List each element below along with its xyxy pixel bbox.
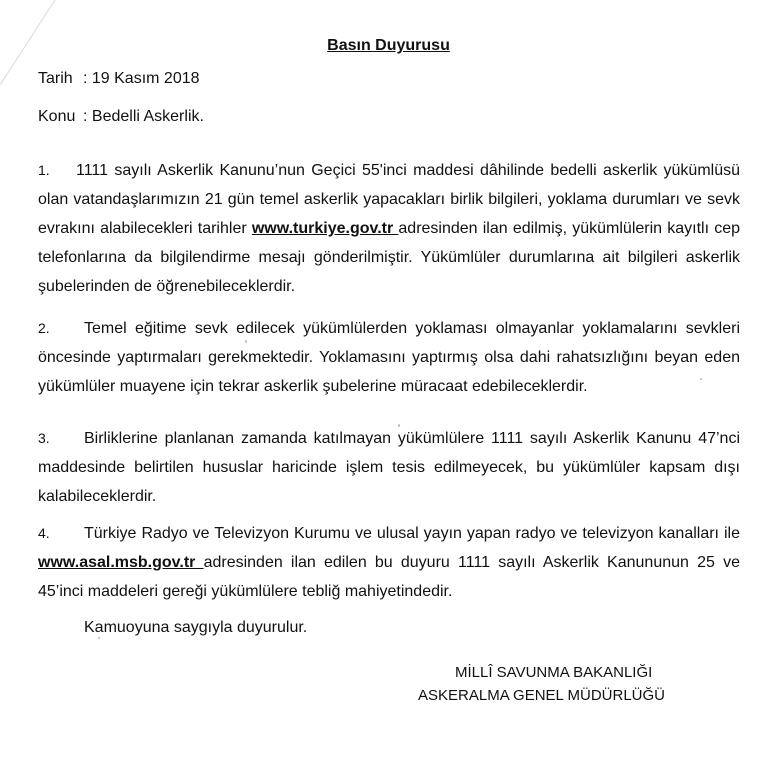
subject-line	[38, 108, 204, 126]
scan-speck	[398, 424, 400, 427]
closing-line: Kamuoyuna saygıyla duyurulur.	[84, 619, 308, 636]
paragraph-text: Birliklerine planlanan zamanda katılmayan yükümlülere 1111 sayılı Askerlik Kanunu 47’nci maddesinde belirtilen hususlar haricinde işlem tesis edilmeyecek, bu yükümlüler kapsam dışı kalabileceklerdir.	[38, 430, 740, 505]
scan-speck	[700, 378, 702, 380]
paragraph-number: 2.	[38, 320, 50, 336]
paragraph-text: Türkiye Radyo ve Televizyon Kurumu ve ulusal yayın yapan radyo ve televizyon kanalları ile	[84, 525, 740, 542]
paragraph-2	[38, 314, 740, 401]
subject-label: Konu	[38, 108, 76, 125]
subject-value: : Bedelli Askerlik.	[83, 108, 204, 125]
date-line	[38, 70, 200, 88]
date-label: Tarih	[38, 70, 73, 87]
turkiye-gov-link[interactable]: www.turkiye.gov.tr	[251, 220, 399, 237]
scan-speck	[98, 637, 100, 639]
paragraph-3	[38, 424, 740, 511]
scan-speck	[245, 340, 247, 343]
asal-msb-link[interactable]: www.asal.msb.gov.tr	[38, 554, 204, 571]
signature-ministry: MİLLÎ SAVUNMA BAKANLIĞI	[455, 664, 653, 681]
paragraph-text: Temel eğitime sevk edilecek yükümlülerden yoklaması olmayanlar yoklamalarını sevkleri öncesinde yaptırmaları gerekmektedir. Yoklamasını yaptırmış olsa dahi rahatsızlığını beyan eden yükümlüler muayene için tekrar askerlik şubelerine müracaat edebileceklerdir.	[38, 320, 740, 395]
paragraph-text-cont: adresinden ilan edilmiş, yükümlülerin kayıtlı cep telefonlarına da bilgilendirme mesajı gönderilmiştir. Yükümlüler durumlarına ait bilgileri askerlik şubelerinden de öğrenebileceklerdir.	[38, 220, 741, 295]
signature-directorate: ASKERALMA GENEL MÜDÜRLÜĞÜ	[418, 687, 666, 704]
paragraph-4	[38, 519, 740, 606]
paragraph-number: 4.	[38, 525, 50, 541]
paragraph-text: 1111 sayılı Askerlik Kanunu’nun Geçici 55'inci maddesi dâhilinde bedelli askerlik yükümlüsü olan vatandaşlarımızın 21 gün temel askerlik yapacakları birlik bilgileri, yoklama durumları ve sevk evrakını alabilecekleri tarihler	[38, 162, 740, 237]
paragraph-1	[38, 156, 740, 301]
paragraph-number: 1.	[38, 162, 50, 178]
document-title: Basın Duyurusu	[327, 37, 450, 54]
date-value: : 19 Kasım 2018	[83, 70, 200, 87]
paragraph-number: 3.	[38, 430, 50, 446]
paragraph-text-cont: adresinden ilan edilen bu duyuru 1111 sayılı Askerlik Kanununun 25 ve 45’inci maddeleri gereği yükümlülere tebliğ mahiyetindedir.	[38, 554, 740, 600]
